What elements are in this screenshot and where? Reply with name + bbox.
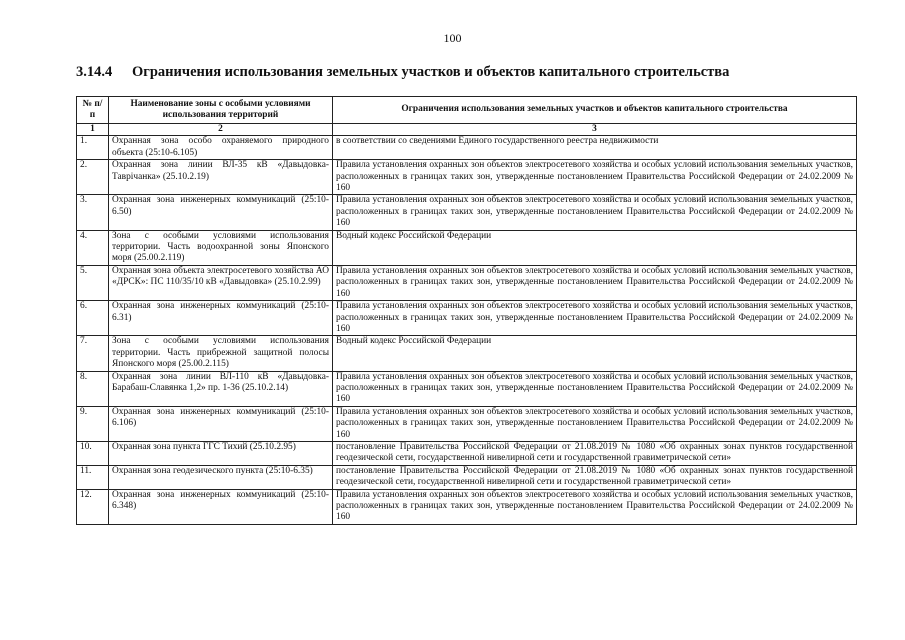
header-zone: Наименование зоны с особыми условиями использования территорий (109, 97, 333, 124)
restriction-text: постановление Правительства Российской Федерации от 21.08.2019 № 1080 «Об охранных зонах пунктов государственной геодезической сети, государственной нивелирной сети и государственной гравиметрической сети» (333, 441, 857, 465)
row-number: 9. (77, 406, 109, 441)
table-row (77, 371, 857, 406)
restriction-text: в соответствии со сведениями Единого государственного реестра недвижимости (333, 136, 857, 160)
row-number: 12. (77, 489, 109, 524)
section-title: Ограничения использования земельных участков и объектов капитального строительства (132, 64, 730, 80)
header-num: № п/п (77, 97, 109, 124)
zone-name: Охранная зона линии ВЛ-110 кВ «Давыдовка-Барабаш-Славянка 1,2» пр. 1-36 (25.10.2.14) (109, 371, 333, 406)
zone-name: Зона с особыми условиями использования территории. Часть прибрежной защитной полосы Японского моря (25.00.2.115) (109, 336, 333, 371)
restriction-text: постановление Правительства Российской Федерации от 21.08.2019 № 1080 «Об охранных зонах пунктов государственной геодезической сети, государственной нивелирной сети и государственной гравиметрической сети» (333, 465, 857, 489)
row-number: 8. (77, 371, 109, 406)
table-index-row (77, 124, 857, 136)
restriction-text: Правила установления охранных зон объектов электросетевого хозяйства и особых условий использования земельных участков, расположенных в границах таких зон, утвержденные постановлением Правительства Российской Федерации от 24.02.2009 № 160 (333, 160, 857, 195)
table-row (77, 160, 857, 195)
restriction-text: Правила установления охранных зон объектов электросетевого хозяйства и особых условий использования земельных участков, расположенных в границах таких зон, утвержденные постановлением Правительства Российской Федерации от 24.02.2009 № 160 (333, 406, 857, 441)
row-number: 5. (77, 265, 109, 300)
zone-name: Зона с особыми условиями использования территории. Часть водоохранной зоны Японского моря (25.00.2.119) (109, 230, 333, 265)
table-body (77, 136, 857, 524)
table-row (77, 265, 857, 300)
restriction-text: Правила установления охранных зон объектов электросетевого хозяйства и особых условий использования земельных участков, расположенных в границах таких зон, утвержденные постановлением Правительства Российской Федерации от 24.02.2009 № 160 (333, 489, 857, 524)
zone-name: Охранная зона пункта ГГС Тихий (25.10.2.95) (109, 441, 333, 465)
restriction-text: Водный кодекс Российской Федерации (333, 336, 857, 371)
row-number: 1. (77, 136, 109, 160)
column-index: 3 (333, 124, 857, 136)
column-index: 1 (77, 124, 109, 136)
section-heading (76, 64, 856, 81)
row-number: 10. (77, 441, 109, 465)
table-row (77, 465, 857, 489)
zone-name: Охранная зона линии ВЛ-35 кВ «Давыдовка-Таврічанка» (25.10.2.19) (109, 160, 333, 195)
row-number: 11. (77, 465, 109, 489)
restriction-text: Правила установления охранных зон объектов электросетевого хозяйства и особых условий использования земельных участков, расположенных в границах таких зон, утвержденные постановлением Правительства Российской Федерации от 24.02.2009 № 160 (333, 301, 857, 336)
table-row (77, 195, 857, 230)
restriction-text: Водный кодекс Российской Федерации (333, 230, 857, 265)
table-row (77, 230, 857, 265)
table-row (77, 301, 857, 336)
table-row (77, 441, 857, 465)
row-number: 3. (77, 195, 109, 230)
zone-name: Охранная зона инженерных коммуникаций (25:10-6.106) (109, 406, 333, 441)
restriction-text: Правила установления охранных зон объектов электросетевого хозяйства и особых условий использования земельных участков, расположенных в границах таких зон, утвержденные постановлением Правительства Российской Федерации от 24.02.2009 № 160 (333, 265, 857, 300)
table-header-row (77, 97, 857, 124)
table-row (77, 136, 857, 160)
restriction-text: Правила установления охранных зон объектов электросетевого хозяйства и особых условий использования земельных участков, расположенных в границах таких зон, утвержденные постановлением Правительства Российской Федерации от 24.02.2009 № 160 (333, 371, 857, 406)
row-number: 4. (77, 230, 109, 265)
column-index: 2 (109, 124, 333, 136)
page-number: 100 (443, 31, 462, 45)
zone-name: Охранная зона геодезического пункта (25:10-6.35) (109, 465, 333, 489)
restrictions-table (76, 96, 857, 525)
restriction-text: Правила установления охранных зон объектов электросетевого хозяйства и особых условий использования земельных участков, расположенных в границах таких зон, утвержденные постановлением Правительства Российской Федерации от 24.02.2009 № 160 (333, 195, 857, 230)
row-number: 6. (77, 301, 109, 336)
zone-name: Охранная зона инженерных коммуникаций (25:10-6.348) (109, 489, 333, 524)
table-row (77, 406, 857, 441)
zone-name: Охранная зона особо охраняемого природного объекта (25:10-6.105) (109, 136, 333, 160)
header-restriction: Ограничения использования земельных участков и объектов капитального строительства (333, 97, 857, 124)
zone-name: Охранная зона инженерных коммуникаций (25:10-6.50) (109, 195, 333, 230)
table-row (77, 336, 857, 371)
zone-name: Охранная зона инженерных коммуникаций (25:10-6.31) (109, 301, 333, 336)
section-number: 3.14.4 (76, 64, 113, 80)
row-number: 7. (77, 336, 109, 371)
table-row (77, 489, 857, 524)
row-number: 2. (77, 160, 109, 195)
zone-name: Охранная зона объекта электросетевого хозяйства АО «ДРСК»: ПС 110/35/10 кВ «Давыдовка» (25.10.2.99) (109, 265, 333, 300)
